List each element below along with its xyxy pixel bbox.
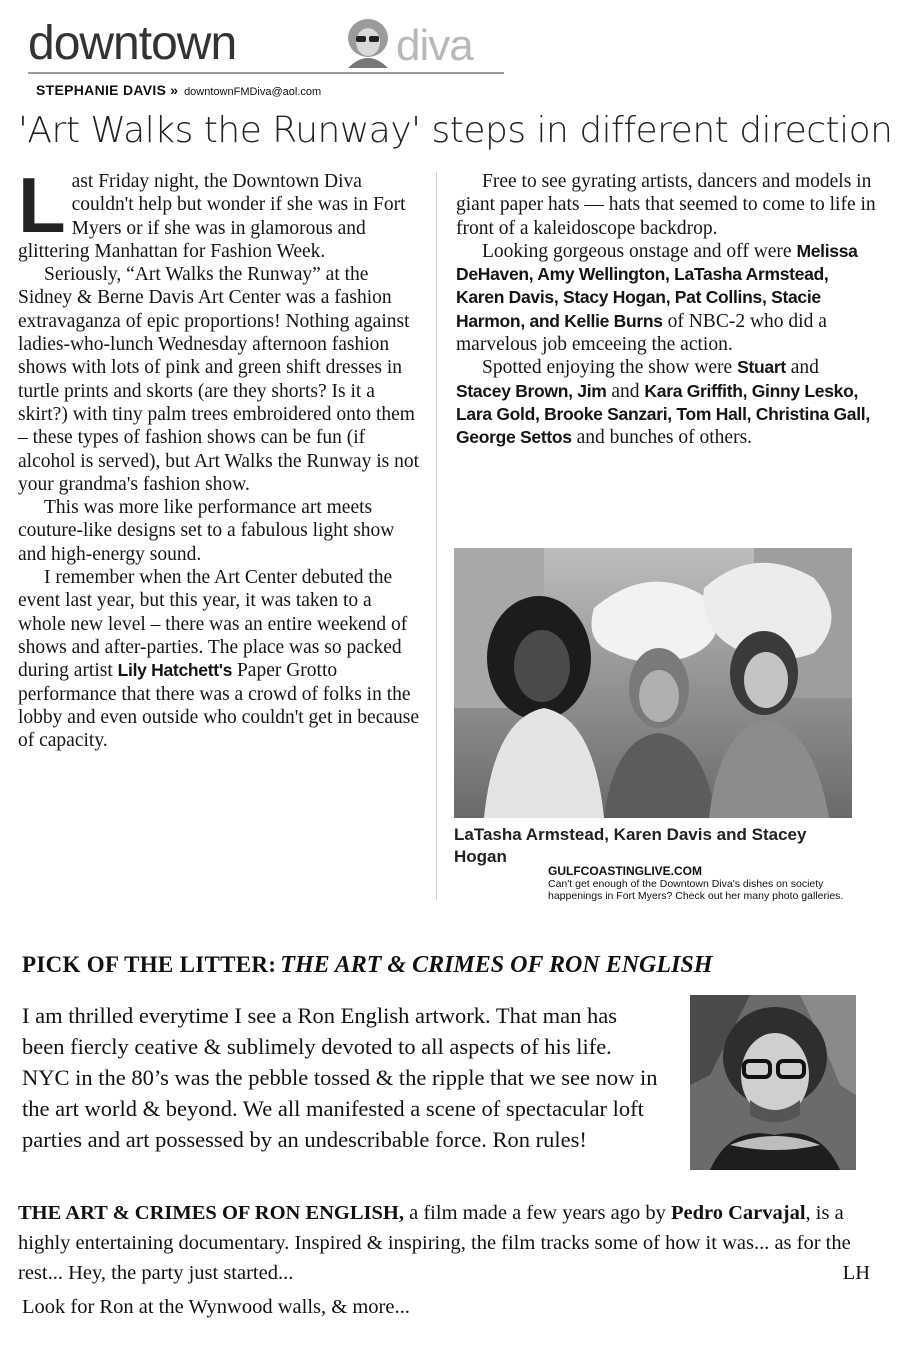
paragraph-text: of NBC-2 who did a marvelous job emceeing the action.: [456, 310, 827, 356]
article-left-column: [18, 161, 420, 752]
attendee-names: Kara Griffith, Ginny Lesko, Lara Gold, Brooke Sanzari, Tom Hall, Christina Gall, George Settos: [456, 380, 870, 448]
article-headline: 'Art Walks the Runway' steps in different direction: [18, 110, 893, 151]
closing-line: Look for Ron at the Wynwood walls, & more...: [22, 1296, 410, 1318]
film-director: Pedro Carvajal: [670, 1202, 806, 1224]
author-initials: LH: [842, 1262, 870, 1284]
columnist-portrait-icon: [340, 18, 396, 68]
masthead-brand-left: downtown: [28, 17, 237, 70]
attendee-names: Melissa DeHaven, Amy Wellington, LaTasha Armstead, Karen Davis, Stacy Hogan, Pat Collins, Stacie Harmon, and Kellie Burns: [456, 240, 858, 331]
portrait-image: [690, 995, 856, 1170]
paragraph-text: and: [606, 380, 645, 402]
paragraph-text: and: [785, 357, 819, 379]
pick-title: THE ART & CRIMES OF RON ENGLISH: [280, 952, 713, 978]
article-paragraph: [456, 356, 876, 449]
paragraph-text: Paper Grotto performance that there was a crowd of folks in the lobby and even outside who couldn't get in because of capacity.: [18, 660, 419, 752]
paragraph-text: Looking gorgeous onstage and off were: [482, 240, 797, 262]
event-photo: [454, 548, 852, 818]
article-paragraph: [18, 566, 420, 752]
drop-cap: L: [18, 161, 66, 249]
film-title: THE ART & CRIMES OF RON ENGLISH,: [18, 1202, 404, 1224]
photo-caption: LaTasha Armstead, Karen Davis and Stacey Hogan: [454, 825, 807, 866]
paragraph-text: and bunches of others.: [571, 427, 753, 449]
byline: [36, 82, 321, 98]
paragraph-text: ast Friday night, the Downtown Diva couldn't help but wonder if she was in Fort Myers or if she was in glamorous and glittering Manhattan for Fashion Week.: [18, 171, 406, 262]
attendee-name: Stacey Brown, Jim: [456, 380, 607, 401]
masthead-brand-right: diva: [396, 21, 473, 70]
article-paragraph: This was more like performance art meets couture-like designs set to a fabulous light show and high-energy sound.: [18, 497, 395, 565]
artist-name: Lily Hatchett's: [117, 660, 233, 681]
film-paragraph: [18, 1198, 878, 1288]
promo-site: GULFCOASTINGLIVE.COM: [548, 864, 702, 878]
byline-email: downtownFMDiva@aol.com: [184, 86, 322, 98]
masthead-rule: [28, 72, 504, 74]
website-promo: [548, 864, 878, 902]
column-divider: [436, 172, 437, 900]
pick-label: PICK OF THE LITTER:: [22, 952, 277, 977]
attendee-name: Stuart: [737, 357, 786, 378]
masthead: [28, 18, 508, 78]
article-paragraph: Free to see gyrating artists, dancers and models in giant paper hats — hats that seemed to come to life in front of a kaleidoscope backdrop.: [456, 171, 876, 239]
promo-blurb: Can't get enough of the Downtown Diva's dishes on society happenings in Fort Myers? Check out her many photo galleries.: [548, 878, 844, 902]
paragraph-text: I remember when the Art Center debuted the event last year, but this year, it was taken to a whole new level – there was an entire weekend of shows and after-parties. The place was so packed during artist: [18, 567, 408, 682]
article-right-column: [456, 170, 876, 450]
pick-heading: [22, 952, 892, 979]
pick-body: [22, 1000, 662, 1155]
article-paragraph: [456, 240, 876, 356]
byline-separator: »: [170, 82, 179, 98]
byline-author: STEPHANIE DAVIS: [36, 82, 167, 98]
ron-english-portrait: [690, 995, 856, 1170]
film-text: , is a highly entertaining documentary. Inspired & inspiring, the film tracks some of how it was... as for the rest... Hey, the party just started...: [18, 1202, 851, 1284]
article-paragraph: Seriously, “Art Walks the Runway” at the Sidney & Berne Davis Art Center was a fashion extravaganza of epic proportions! Nothing against ladies-who-lunch Wednesday afternoon fashion shows with lots of pink and green shift dresses in turtle prints and skorts (are they shorts? Is it a skirt?) with tiny palm trees embroidered onto them – these types of fashion shows can be fun (if alcohol is served), but Art Walks the Runway is not your grandma's fashion show.: [18, 264, 420, 495]
article-paragraph: [18, 161, 420, 263]
film-text: a film made a few years ago by: [404, 1202, 671, 1224]
event-photo-image: [454, 548, 852, 818]
paragraph-text: Spotted enjoying the show were: [482, 357, 738, 379]
pick-paragraph: I am thrilled everytime I see a Ron English artwork. That man has been fiercly ceative & sublimely devoted to all aspects of his life. NYC in the 80’s was the pebble tossed & the ripple that we see now in the art world & beyond. We all manifested a scene of spectacular loft parties and art possessed by an undescribable force. Ron rules!: [22, 1003, 658, 1152]
